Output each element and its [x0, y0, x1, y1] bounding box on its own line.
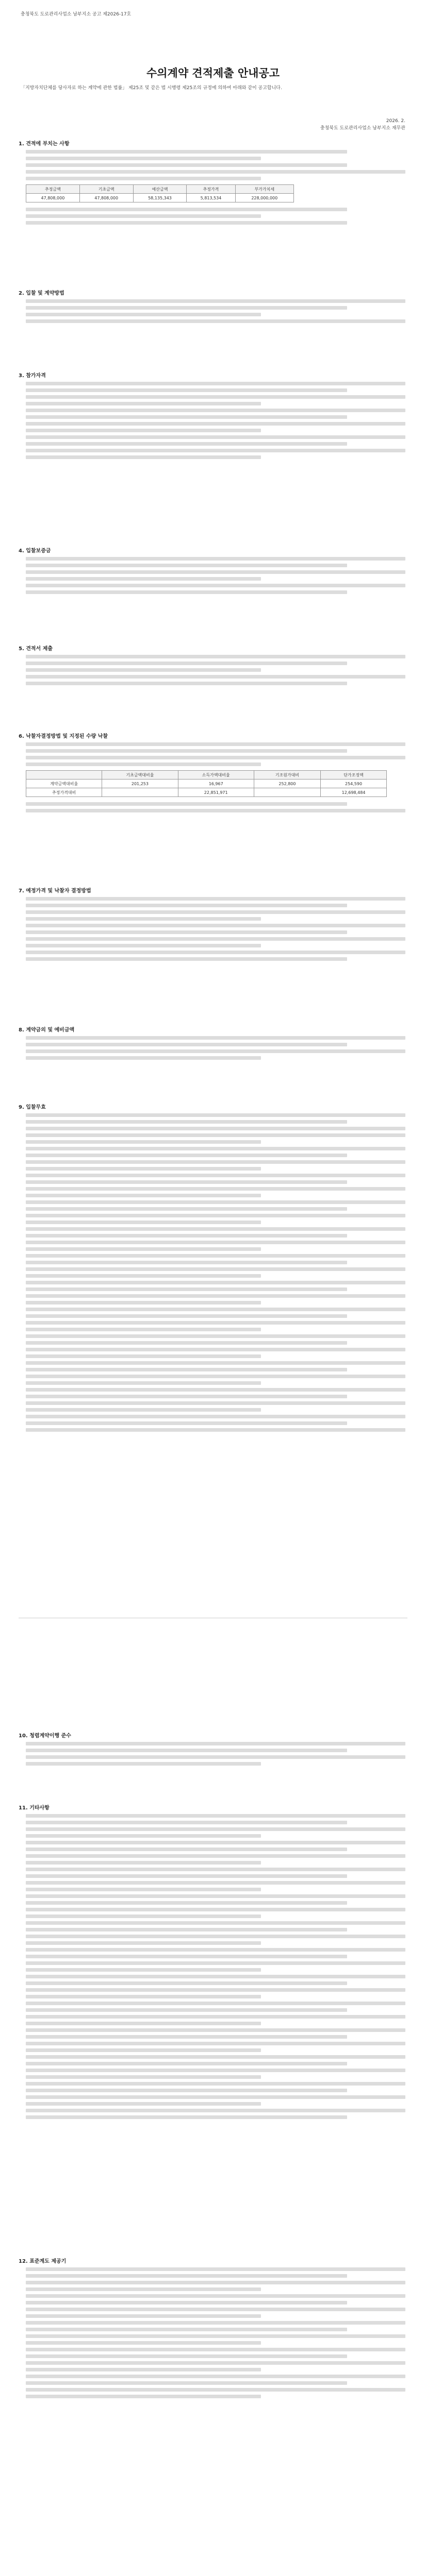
text-line: [26, 1227, 405, 1231]
text-line: [26, 2341, 261, 2345]
text-line: [26, 1160, 405, 1164]
text-line: [26, 1408, 261, 1412]
table-header: 단가조정액: [321, 771, 387, 779]
section-10: [19, 1731, 411, 1769]
table-cell: [102, 788, 178, 797]
text-line: [26, 1749, 347, 1752]
intro-paragraph: 「지방자치단체를 당사자로 하는 계약에 관한 법률」 제25조 및 같은 법 시행령 제25조의 규정에 의하여 아래와 같이 공고합니다.: [21, 86, 282, 91]
text-line: [26, 2055, 405, 2059]
text-line: [26, 1881, 405, 1885]
text-line: [26, 1254, 405, 1258]
text-line: [26, 662, 347, 665]
text-line: [26, 668, 261, 672]
text-line: [26, 756, 405, 759]
text-line: [26, 1348, 405, 1351]
text-line: [26, 1935, 405, 1938]
text-line: [26, 1301, 261, 1304]
text-line: [26, 1361, 405, 1365]
text-line: [26, 299, 405, 303]
text-line: [26, 1294, 405, 1298]
text-line: [26, 1368, 347, 1371]
text-line: [26, 1827, 405, 1831]
text-line: [26, 435, 405, 439]
text-line: [26, 442, 347, 446]
text-line: [26, 1995, 261, 1998]
text-line: [26, 1287, 347, 1291]
table-cell: 47,808,000: [26, 194, 80, 202]
text-line: [26, 157, 261, 160]
section-title: 1. 견적에 부치는 사항: [19, 141, 70, 147]
text-line: [26, 2102, 261, 2106]
text-line: [26, 910, 405, 914]
section-1: [19, 139, 411, 228]
text-line: [26, 1961, 405, 1965]
text-line: [26, 1928, 347, 1931]
text-line: [26, 1762, 261, 1766]
text-line: [26, 1261, 347, 1264]
text-line: [26, 1056, 261, 1060]
table-cell: [254, 788, 320, 797]
text-line: [26, 313, 261, 316]
text-line: [26, 1354, 261, 1358]
section-4: [19, 546, 411, 597]
section-2: [19, 289, 411, 326]
text-line: [26, 1334, 405, 1338]
text-line: [26, 1861, 261, 1865]
text-line: [26, 1395, 347, 1398]
text-line: [26, 415, 347, 419]
text-line: [26, 1234, 347, 1238]
text-line: [26, 2375, 405, 2378]
section-title: 4. 입찰보증금: [19, 548, 51, 554]
section-7: [19, 886, 411, 964]
text-line: [26, 319, 405, 323]
text-line: [26, 1194, 261, 1197]
text-line: [26, 1841, 405, 1844]
text-line: [26, 449, 405, 452]
text-line: [26, 1914, 261, 1918]
text-line: [26, 1214, 405, 1217]
document-reference: 충청북도 도로관리사업소 남부지소 공고 제2026-17호: [21, 12, 132, 17]
text-line: [26, 809, 405, 812]
text-line: [26, 2062, 347, 2065]
table-cell: 22,851,971: [178, 788, 254, 797]
text-line: [26, 2361, 405, 2365]
table-header: 예산금액: [133, 185, 187, 194]
table-row-label: 추정가격대비: [26, 788, 102, 797]
text-line: [26, 2348, 405, 2351]
text-line: [26, 1988, 405, 1992]
text-line: [26, 1147, 405, 1150]
text-line: [26, 557, 405, 561]
text-line: [26, 1948, 405, 1952]
text-line: [26, 570, 405, 574]
text-line: [26, 214, 261, 218]
text-line: [26, 2368, 261, 2371]
text-line: [26, 1921, 405, 1925]
table-cell: 254,590: [321, 779, 387, 788]
section-11: [19, 1803, 411, 2122]
section-3: [19, 371, 411, 462]
text-line: [26, 177, 261, 180]
text-line: [26, 1113, 405, 1117]
text-line: [26, 409, 405, 412]
text-line: [26, 1821, 347, 1824]
text-line: [26, 388, 347, 392]
text-line: [26, 675, 405, 679]
text-line: [26, 208, 347, 211]
text-line: [26, 897, 405, 901]
text-line: [26, 1187, 405, 1191]
text-line: [26, 937, 405, 941]
issuer-name: 충청북도 도로관리사업소 남부지소 재무관: [320, 126, 405, 131]
text-line: [26, 2395, 261, 2398]
issue-date-block: [320, 117, 405, 132]
text-line: [26, 1127, 405, 1130]
text-line: [26, 749, 347, 753]
text-line: [26, 1221, 261, 1224]
text-line: [26, 2095, 405, 2099]
table-header: 추정가격: [187, 185, 235, 194]
text-line: [26, 429, 261, 432]
text-line: [26, 1755, 405, 1759]
text-line: [26, 655, 405, 658]
text-line: [26, 1049, 405, 1053]
text-line: [26, 2069, 405, 2072]
section-title: 8. 계약금의 및 예비금액: [19, 1027, 75, 1033]
table-header: 기조원가대비: [254, 771, 320, 779]
text-line: [26, 1200, 405, 1204]
text-line: [26, 1428, 405, 1432]
text-line: [26, 221, 347, 225]
text-line: [26, 1043, 347, 1046]
text-line: [26, 930, 347, 934]
text-line: [26, 2321, 405, 2325]
price-table: [26, 184, 294, 202]
table-row: [26, 779, 387, 788]
text-line: [26, 170, 405, 174]
page-title: 수의계약 견적제출 안내공고: [146, 67, 280, 79]
section-title: 5. 견적서 제출: [19, 646, 53, 652]
text-line: [26, 564, 347, 567]
table-row-label: 계약금액대비율: [26, 779, 102, 788]
text-line: [26, 1401, 405, 1405]
text-line: [26, 944, 261, 947]
text-line: [26, 1975, 405, 1978]
table-header: 기초금액: [79, 185, 133, 194]
text-line: [26, 1968, 261, 1972]
text-line: [26, 2008, 347, 2012]
text-line: [26, 2314, 261, 2318]
text-line: [26, 1120, 347, 1124]
text-line: [26, 2002, 405, 2005]
rate-table: [26, 770, 387, 797]
table-header: 소득가액대비율: [178, 771, 254, 779]
text-line: [26, 1421, 347, 1425]
text-line: [26, 762, 261, 766]
section-title: 11. 기타사항: [19, 1805, 50, 1811]
text-line: [26, 2334, 405, 2338]
text-line: [26, 150, 347, 154]
issue-date: 2026. 2.: [386, 118, 405, 124]
text-line: [26, 2035, 347, 2039]
text-line: [26, 1901, 347, 1905]
text-line: [26, 2015, 405, 2019]
text-line: [26, 163, 347, 167]
text-line: [26, 584, 405, 587]
text-line: [26, 2388, 405, 2392]
text-line: [26, 382, 405, 385]
text-line: [26, 2274, 347, 2278]
table-row: [26, 788, 387, 797]
text-line: [26, 1854, 405, 1858]
text-line: [26, 1274, 261, 1278]
table-cell: 58,135,343: [133, 194, 187, 202]
table-cell: 12,698,484: [321, 788, 387, 797]
table-cell: 47,808,000: [79, 194, 133, 202]
text-line: [26, 1180, 347, 1184]
table-cell: 5,813,534: [187, 194, 235, 202]
text-line: [26, 1415, 405, 1418]
text-line: [26, 1908, 405, 1911]
section-title: 2. 입찰 및 계약방법: [19, 291, 64, 296]
text-line: [26, 2048, 261, 2052]
section-8: [19, 1025, 411, 1063]
text-line: [26, 1267, 405, 1271]
text-line: [26, 422, 405, 426]
text-line: [26, 2301, 347, 2304]
text-line: [26, 1321, 405, 1325]
text-line: [26, 2082, 405, 2086]
text-line: [26, 2028, 405, 2032]
table-row: [26, 194, 294, 202]
text-line: [26, 1314, 347, 1318]
text-line: [26, 577, 261, 581]
text-line: [26, 1981, 347, 1985]
section-5: [19, 644, 411, 688]
text-line: [26, 2267, 405, 2271]
text-line: [26, 924, 405, 927]
text-line: [26, 1834, 261, 1838]
section-6: [19, 732, 411, 816]
text-line: [26, 1341, 347, 1345]
section-title: 3. 참가자격: [19, 373, 46, 379]
text-line: [26, 2308, 405, 2311]
table-cell: 201,253: [102, 779, 178, 788]
text-line: [26, 1848, 347, 1851]
text-line: [26, 1036, 405, 1040]
table-header: [26, 771, 102, 779]
text-line: [26, 2022, 261, 2025]
text-line: [26, 1814, 405, 1818]
text-line: [26, 1281, 405, 1284]
text-line: [26, 1381, 261, 1385]
section-title: 6. 낙찰자결정방법 및 지정된 수량 낙찰: [19, 734, 108, 739]
text-line: [26, 395, 405, 399]
text-line: [26, 1874, 347, 1878]
text-line: [26, 1207, 347, 1211]
text-line: [26, 1241, 405, 1244]
section-title: 9. 입찰무효: [19, 1105, 46, 1110]
text-line: [26, 306, 347, 310]
text-line: [26, 1375, 405, 1378]
text-line: [26, 1742, 405, 1745]
text-line: [26, 2328, 347, 2331]
text-line: [26, 1154, 347, 1157]
text-line: [26, 917, 261, 921]
text-line: [26, 2089, 347, 2092]
text-line: [26, 2354, 347, 2358]
text-line: [26, 590, 347, 594]
text-line: [26, 1167, 261, 1171]
text-line: [26, 2294, 405, 2298]
text-line: [26, 2042, 405, 2045]
section-12: [19, 2257, 411, 2401]
text-line: [26, 2109, 405, 2112]
section-title: 7. 예정가격 및 낙찰자 결정방법: [19, 888, 91, 894]
text-line: [26, 1955, 347, 1958]
text-line: [26, 802, 347, 806]
text-line: [26, 1328, 261, 1331]
text-line: [26, 1941, 261, 1945]
text-line: [26, 1133, 405, 1137]
text-line: [26, 1247, 261, 1251]
section-9: [19, 1103, 411, 1435]
section-title: 10. 청렴계약이행 준수: [19, 1733, 71, 1739]
text-line: [26, 742, 405, 746]
text-line: [26, 2281, 405, 2284]
text-line: [26, 1308, 405, 1311]
text-line: [26, 2115, 347, 2119]
table-header: 기초금액대비율: [102, 771, 178, 779]
table-header: 추정금액: [26, 185, 80, 194]
text-line: [26, 1140, 261, 1144]
text-line: [26, 682, 347, 685]
text-line: [26, 957, 347, 961]
table-cell: 16,967: [178, 779, 254, 788]
text-line: [26, 1174, 405, 1177]
section-title: 12. 표준계도 제공기: [19, 2259, 67, 2264]
text-line: [26, 1894, 405, 1898]
table-header: 부가가치세: [235, 185, 293, 194]
text-line: [26, 455, 261, 459]
text-line: [26, 1868, 405, 1871]
text-line: [26, 951, 405, 954]
table-cell: 252,800: [254, 779, 320, 788]
text-line: [26, 1388, 405, 1392]
text-line: [26, 1888, 261, 1891]
text-line: [26, 2075, 261, 2079]
text-line: [26, 904, 347, 907]
text-line: [26, 402, 261, 405]
text-line: [26, 2287, 261, 2291]
text-line: [26, 2381, 347, 2385]
table-cell: 228,000,000: [235, 194, 293, 202]
